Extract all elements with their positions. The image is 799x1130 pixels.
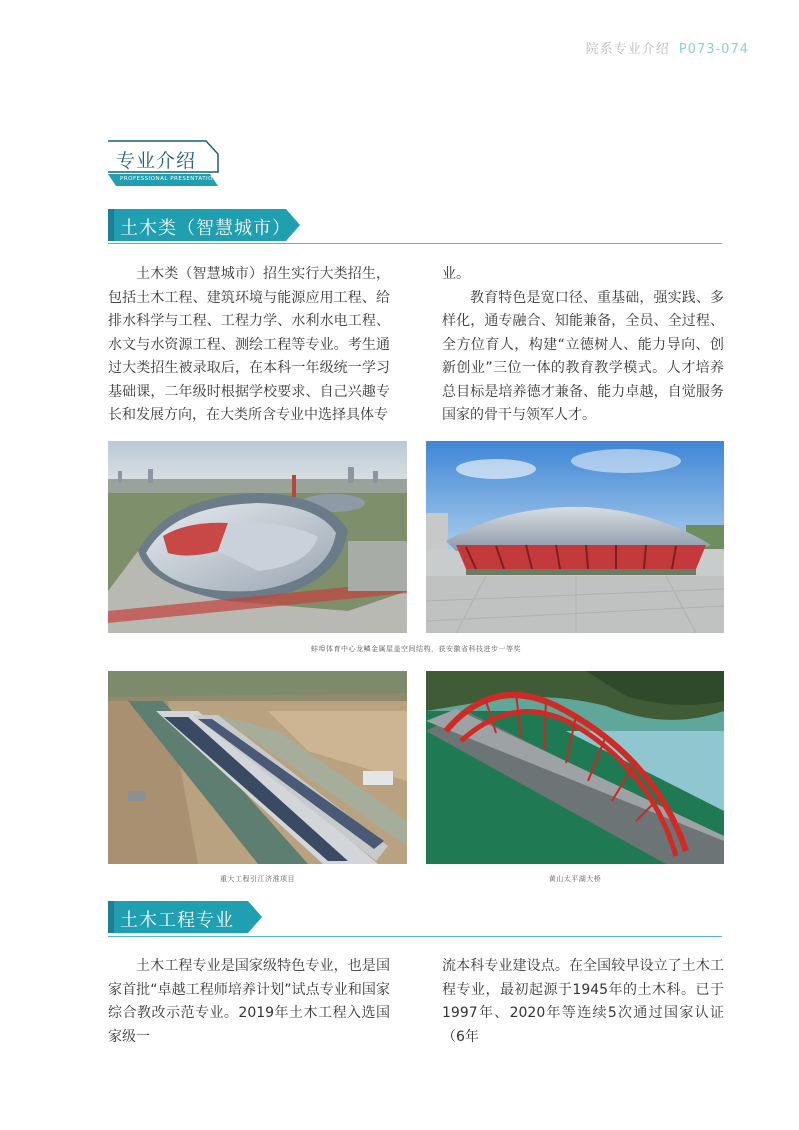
section2-divider: [108, 936, 722, 937]
section1-heading-bar: [108, 209, 300, 241]
section1-paragraph: 土木类（智慧城市）招生实行大类招生，包括土木工程、建筑环境与能源应用工程、给排水科学与工程、工程力学、水利水电工程、水文与水资源工程、测绘工程等专业。考生通过大类招生被录取后，在本科一年级统一学习基础课，二年级时根据学校要求、自己兴趣专长和发展方向，在大类所含专业中选择具体专: [108, 266, 390, 423]
page-header: [586, 38, 749, 57]
intro-tag-subtitle: PROFESSIONAL PRESENTATION: [120, 176, 218, 182]
section1-column-left: [108, 263, 390, 428]
section2-column-left: [108, 955, 390, 1049]
section2-column-right: [442, 955, 724, 1049]
stadium-front-photo: [426, 441, 724, 633]
caption-bridge: 黄山太平湖大桥: [548, 875, 602, 883]
caption-canal: 重大工程引江济淮项目: [220, 875, 295, 883]
section2-heading-bar: [108, 901, 262, 933]
section2-paragraph: 土木工程专业是国家级特色专业，也是国家首批“卓越工程师培养计划”试点专业和国家综合教改示范专业。2019年土木工程入选国家级一: [108, 958, 390, 1045]
caption-stadium: 蚌埠体育中心龙鳞金属屋盖空间结构，获安徽省科技进步一等奖: [311, 645, 521, 653]
intro-tag: [106, 140, 220, 188]
intro-tag-title: 专业介绍: [116, 150, 197, 172]
canal-project-photo: [108, 671, 407, 864]
section2-heading: 土木工程专业: [120, 910, 234, 931]
section1-divider: [108, 243, 722, 244]
section2-paragraph-continuation: 流本科专业建设点。在全国较早设立了土木工程专业，最初起源于1945年的土木科。已于1997年、2020年等连续5次通过国家认证（6年: [442, 958, 724, 1045]
stadium-aerial-photo: [108, 441, 407, 633]
section1-paragraph: 教育特色是宽口径、重基础，强实践、多样化，通专融合、知能兼备，全员、全过程、全方位育人，构建“立德树人、能力导向、创新创业”三位一体的教育教学模式。人才培养总目标是培养德才兼备、能力卓越，自觉服务国家的骨干与领军人才。: [442, 289, 724, 423]
header-page-range: P073-074: [678, 42, 749, 57]
bridge-photo: [426, 671, 724, 864]
section1-column-right: [442, 263, 724, 428]
section1-heading: 土木类（智慧城市）: [120, 218, 291, 239]
header-section-title: 院系专业介绍: [585, 42, 670, 57]
section1-paragraph-continuation: 业。: [442, 266, 470, 282]
